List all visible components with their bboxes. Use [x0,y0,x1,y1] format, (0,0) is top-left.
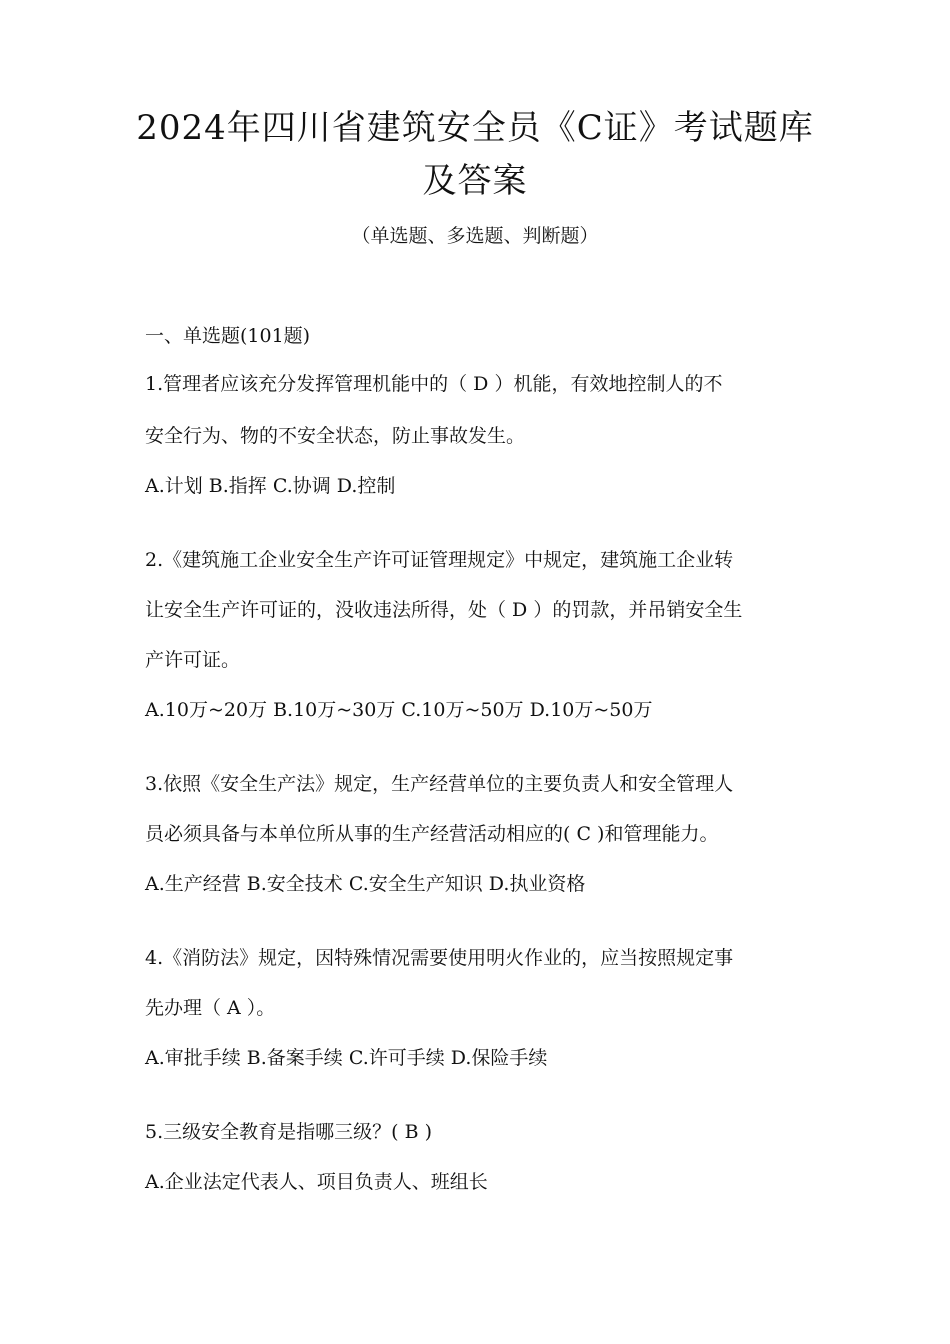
question-1-line-1: 1.管理者应该充分发挥管理机能中的（ D ）机能，有效地控制人的不 [145,373,723,395]
question-3-options: A.生产经营 B.安全技术 C.安全生产知识 D.执业资格 [145,873,586,895]
question-2-options: A.10万~20万 B.10万~30万 C.10万~50万 D.10万~50万 [145,699,653,721]
question-3-line-2: 员必须具备与本单位所从事的生产经营活动相应的( C )和管理能力。 [145,823,719,845]
question-1-line-2: 安全行为、物的不安全状态，防止事故发生。 [145,425,526,447]
question-4-options: A.审批手续 B.备案手续 C.许可手续 D.保险手续 [145,1047,548,1069]
question-1-options: A.计划 B.指挥 C.协调 D.控制 [145,475,396,497]
question-2-line-2: 让安全生产许可证的，没收违法所得，处（ D ）的罚款，并吊销安全生 [145,599,743,621]
document-subtitle: （单选题、多选题、判断题） [351,225,599,247]
question-2-line-1: 2.《建筑施工企业安全生产许可证管理规定》中规定，建筑施工企业转 [145,549,734,571]
question-5-line-1: 5.三级安全教育是指哪三级？( B ) [145,1121,432,1143]
document-title-line-1: 2024年四川省建筑安全员《C证》考试题库 [136,108,814,148]
document-title-line-2: 及答案 [422,161,528,201]
question-2-line-3: 产许可证。 [145,649,241,671]
question-4-line-2: 先办理（ A ）。 [145,997,276,1019]
question-3-line-1: 3.依照《安全生产法》规定，生产经营单位的主要负责人和安全管理人 [145,773,734,795]
question-5-options: A.企业法定代表人、项目负责人、班组长 [145,1171,488,1193]
section-heading: 一、单选题(101题) [145,325,311,347]
question-4-line-1: 4.《消防法》规定，因特殊情况需要使用明火作业的，应当按照规定事 [145,947,734,969]
